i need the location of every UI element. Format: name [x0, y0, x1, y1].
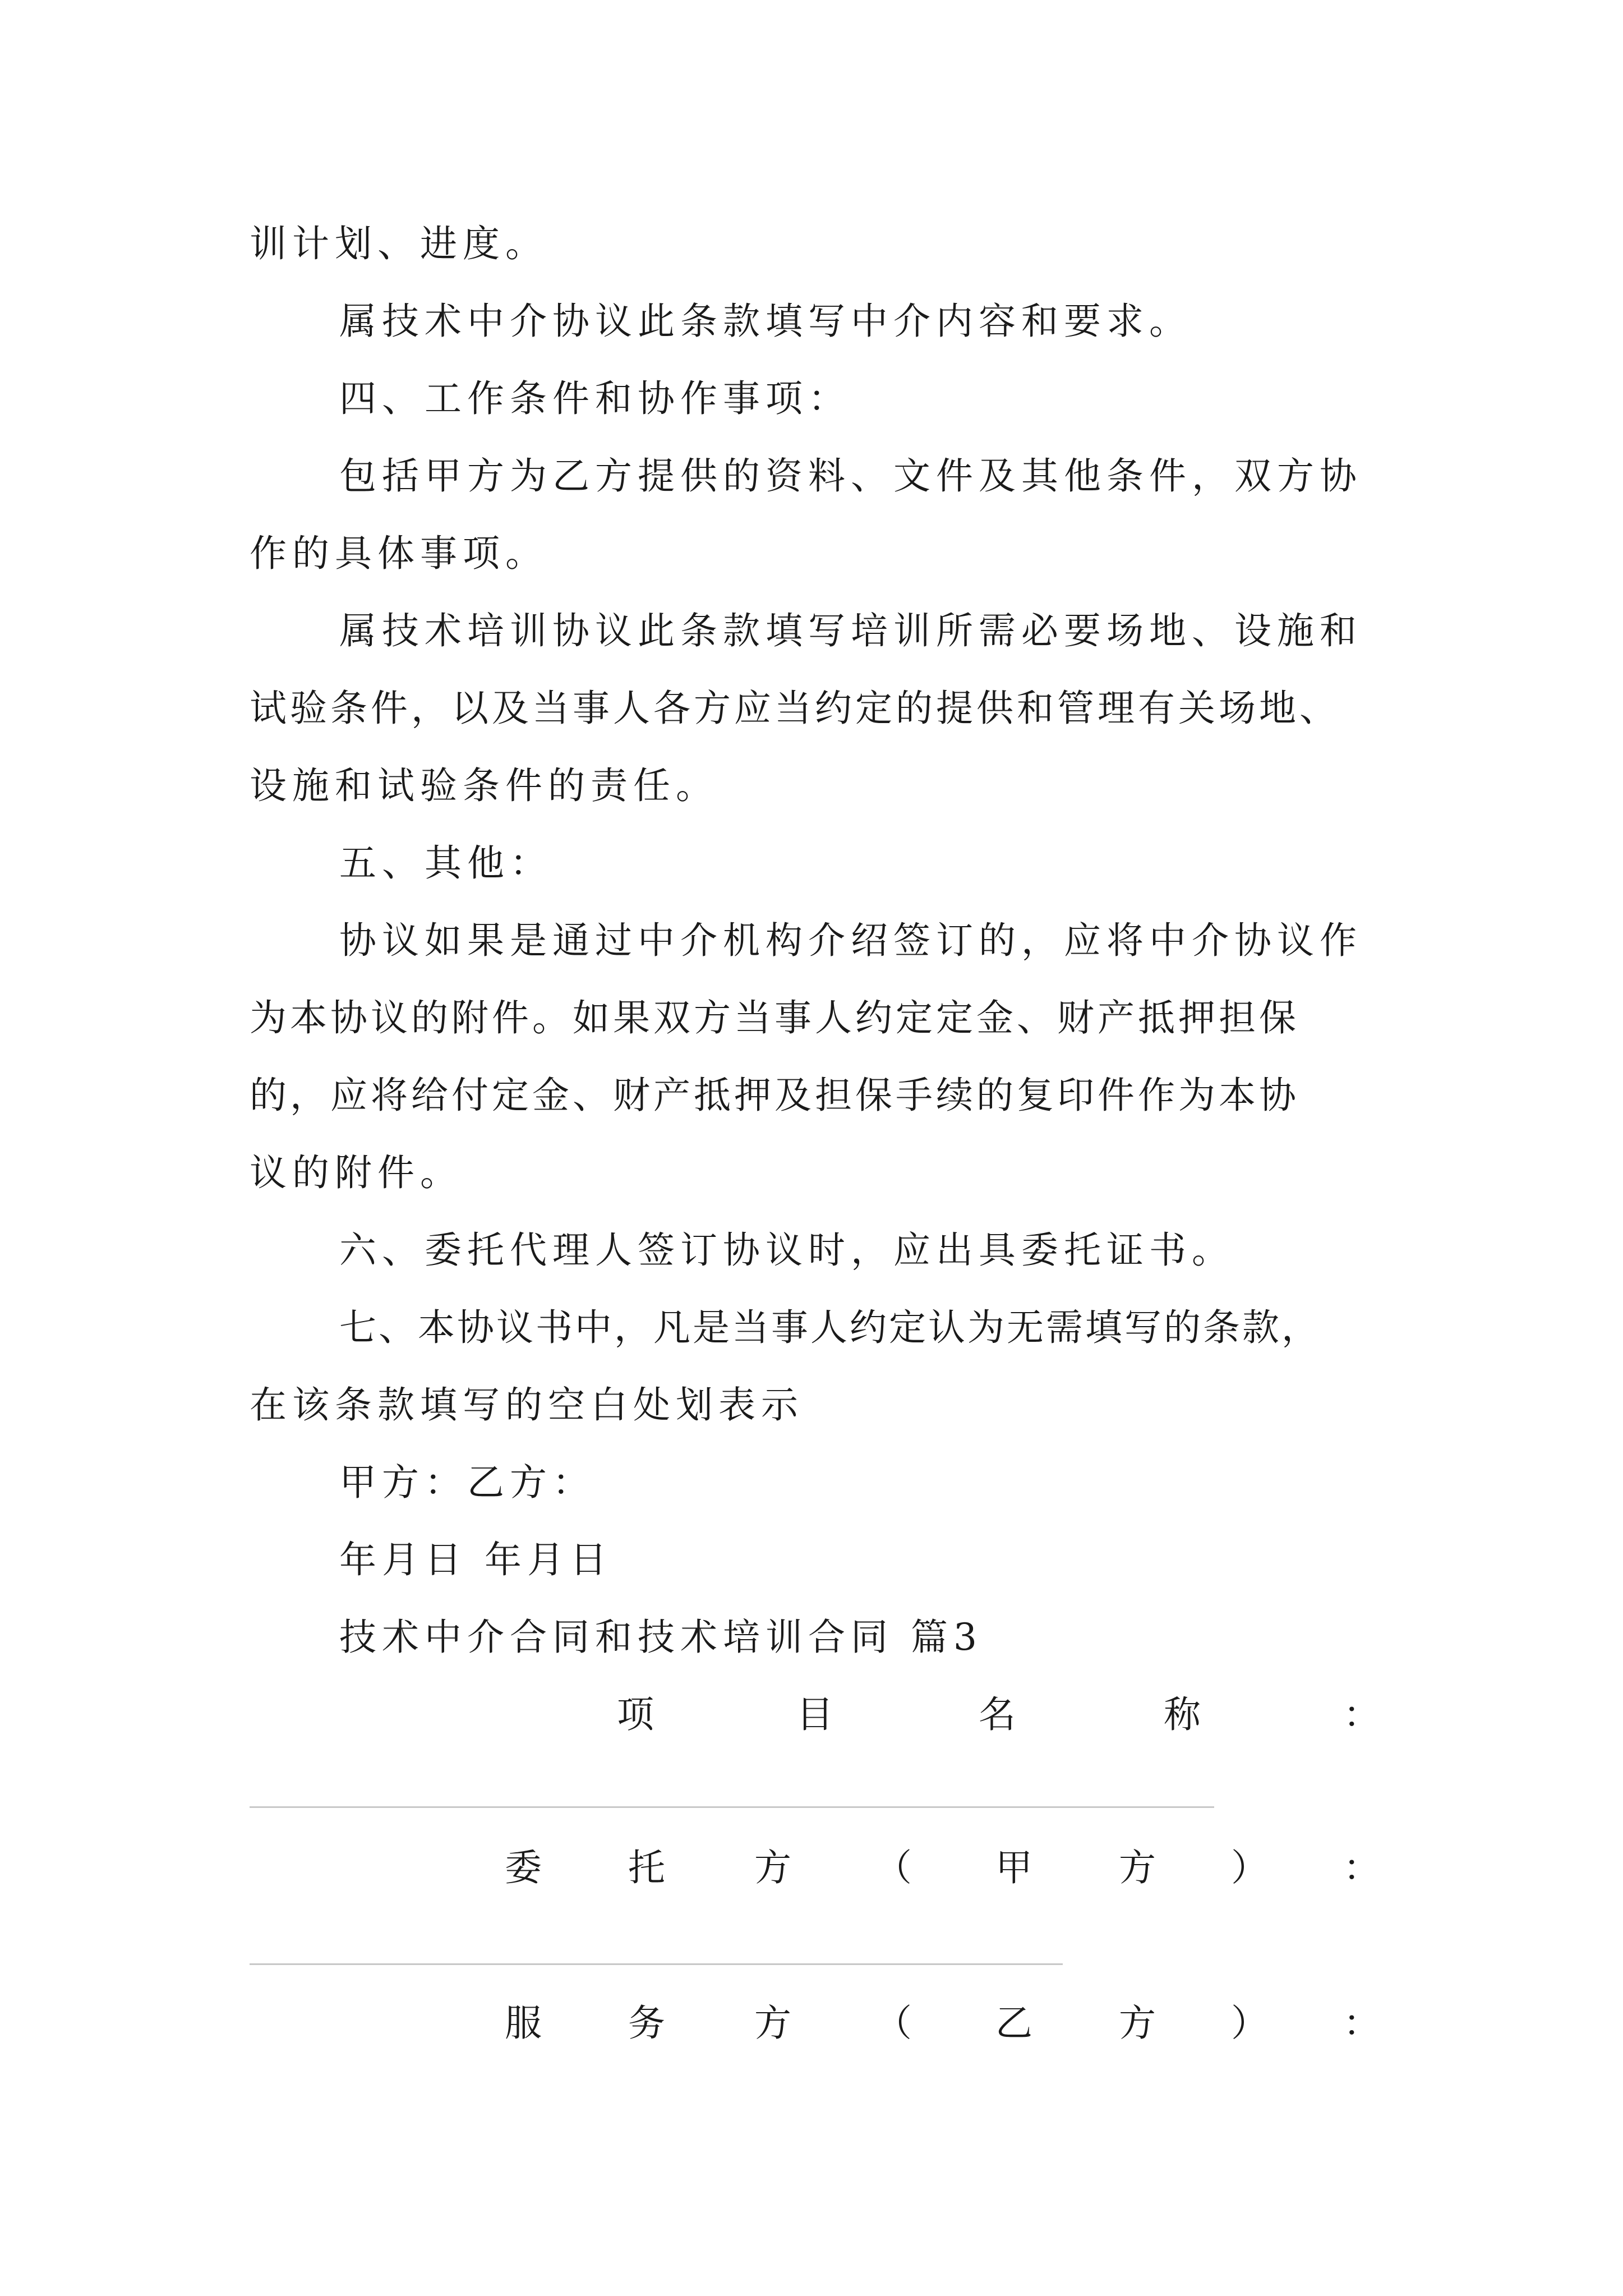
client-char: 方: [1119, 1846, 1156, 1889]
signature-dates: 年月日 年月日: [339, 1538, 612, 1581]
body-line-9: 为本协议的附件。如果双方当事人约定定金、财产抵押担保: [250, 996, 1299, 1039]
body-line-6: 试验条件，以及当事人各方应当约定的提供和管理有关场地、: [250, 687, 1340, 730]
body-line-4: 作的具体事项。: [250, 532, 548, 575]
project-name-char: ：: [1343, 1693, 1380, 1736]
client-char: ：: [1343, 1846, 1380, 1889]
provider-char: ）: [1231, 2001, 1268, 2045]
client-char: ）: [1231, 1846, 1268, 1889]
signature-parties: 甲方：乙方：: [339, 1461, 595, 1504]
provider-char: 方: [1119, 2001, 1156, 2045]
provider-char: 服: [505, 2001, 542, 2045]
body-line-2: 属技术中介协议此条款填写中介内容和要求。: [339, 300, 1192, 343]
provider-char: ：: [1343, 2001, 1380, 2045]
body-line-1: 训计划、进度。: [250, 222, 548, 265]
body-line-7: 设施和试验条件的责任。: [250, 764, 718, 807]
section-heading-7: 七、本协议书中，凡是当事人约定认为无需填写的条款，: [339, 1306, 1321, 1349]
section-heading-4: 四、工作条件和协作事项：: [339, 377, 851, 420]
provider-char: 乙: [995, 2001, 1032, 2045]
body-line-12: 在该条款填写的空白处划表示: [250, 1383, 804, 1427]
project-name-char: 名: [979, 1693, 1016, 1736]
client-blank[interactable]: [250, 1963, 1063, 1965]
provider-char: 方: [754, 2001, 791, 2045]
body-line-8: 协议如果是通过中介机构介绍签订的，应将中介协议作: [339, 919, 1362, 962]
client-char: 方: [754, 1846, 791, 1889]
client-char: （: [875, 1846, 912, 1889]
section-heading-6: 六、委托代理人签订协议时，应出具委托证书。: [339, 1228, 1234, 1272]
project-name-char: 目: [796, 1693, 833, 1736]
contract-title: 技术中介合同和技术培训合同 篇3: [339, 1616, 983, 1659]
body-line-3: 包括甲方为乙方提供的资料、文件及其他条件，双方协: [339, 454, 1362, 498]
section-heading-5: 五、其他：: [339, 841, 552, 885]
client-char: 托: [628, 1846, 665, 1889]
client-char: 委: [505, 1846, 542, 1889]
provider-char: （: [875, 2001, 912, 2045]
project-name-blank[interactable]: [250, 1806, 1214, 1808]
body-line-10: 的，应将给付定金、财产抵押及担保手续的复印件作为本协: [250, 1074, 1299, 1117]
project-name-char: 项: [617, 1693, 654, 1736]
project-name-char: 称: [1164, 1693, 1201, 1736]
body-line-5: 属技术培训协议此条款填写培训所需必要场地、设施和: [339, 609, 1362, 652]
body-line-11: 议的附件。: [250, 1151, 463, 1194]
provider-char: 务: [628, 2001, 665, 2045]
client-char: 甲: [995, 1846, 1032, 1889]
